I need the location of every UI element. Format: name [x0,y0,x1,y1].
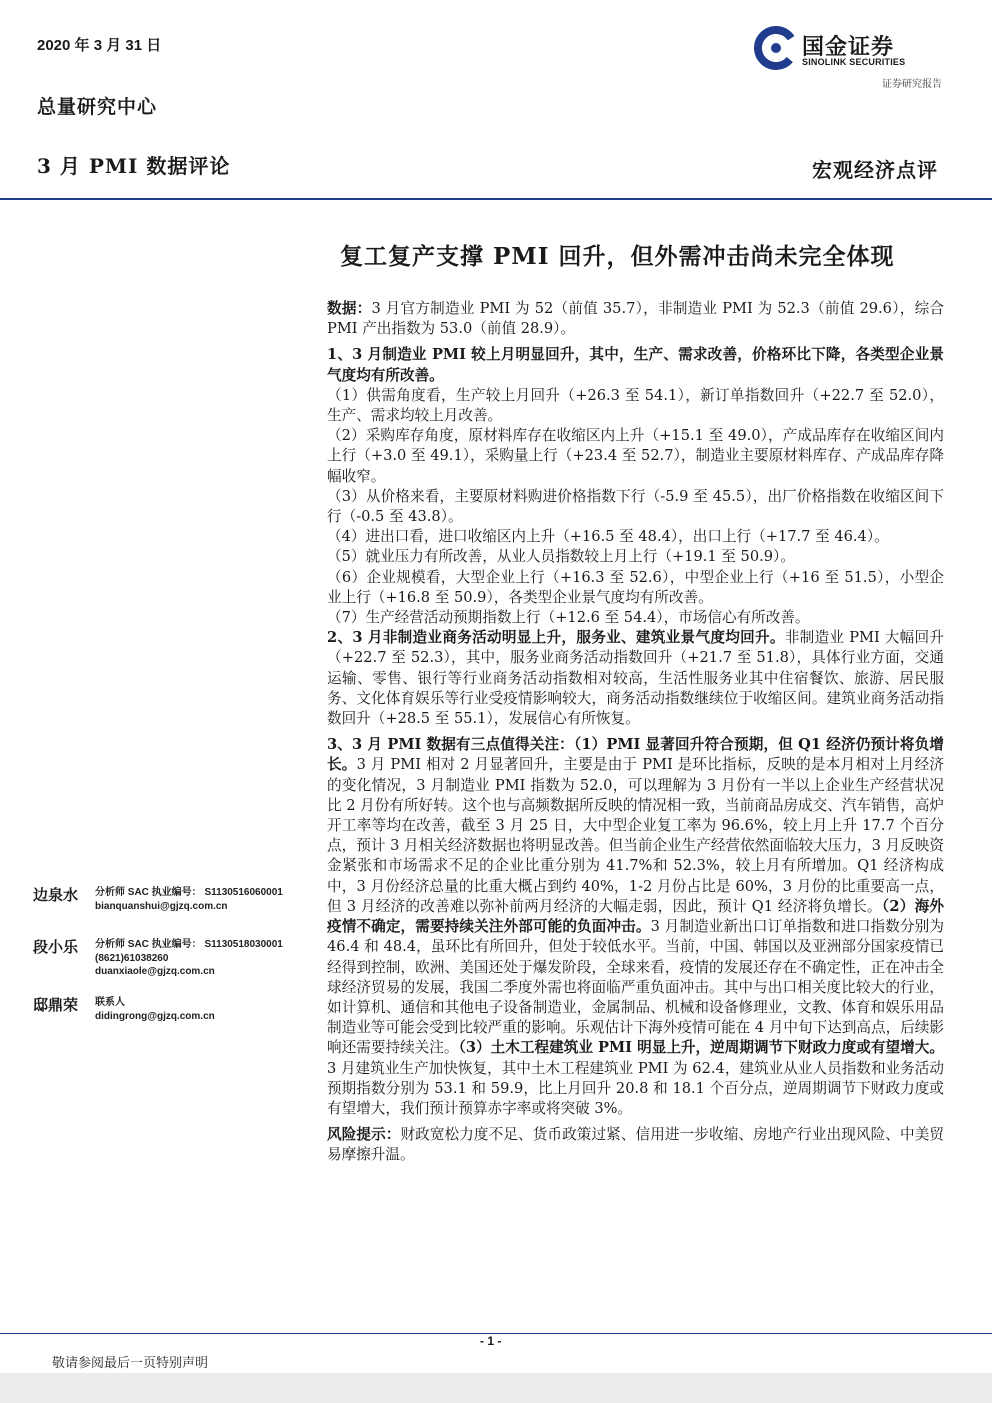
section-3-title: 3、3 月 PMI 数据有三点值得关注：（1）PMI 显著回升符合预期，但 Q1 经济仍预计将负增长。 [327,736,944,774]
section-3-text-2: 3 月制造业新出口订单指数和进口指数分别为 46.4 和 48.4，虽环比有所回升，但处于较低水平。当前，中国、韩国以及亚洲部分国家疫情已经得到控制，欧洲、美国还处于爆发阶段，全球来看，疫情的发展还存在不确定性，正在冲击全球经济贸易的发展，我国二季度外需也将面临严重负面冲击。其中与出口相关度比较大的行业，如计算机、通信和其他电子设备制造业，金属制品、机械和设备修理业，文教、体育和娱乐用品制造业等可能会受到比较严重的影响。乐观估计下海外疫情可能在 4 月中旬下达到高点，后续影响还需要持续关注。 [327,918,944,1057]
analyst-title: 分析师 SAC 执业编号： S1130518030001 [95,939,283,950]
risk-paragraph [327,1125,944,1165]
section-3-text-3: 3 月建筑业生产加快恢复，其中土木工程建筑业 PMI 为 62.4，建筑业从业人员指数和业务活动预期指数分别为 53.1 和 59.9，比上月回升 20.8 和 18.1 个百分点，逆周期调节下财政力度或有望增大，我们预计预算赤字率或将突破 3%。 [327,1059,944,1117]
section-3-point-2-title: （2）海外疫情不确定，需要持续关注外部可能的负面冲击。 [327,897,945,936]
analyst-entry [33,884,313,936]
analyst-list [33,884,313,1046]
list-item: （5）就业压力有所改善，从业人员指数较上月上行（+19.1 至 50.9）。 [327,548,795,566]
list-item: （7）生产经营活动预期指数上行（+12.6 至 54.4），市场信心有所改善。 [327,609,810,627]
report-type: 宏观经济点评 [812,158,938,182]
list-item: （1）供需角度看，生产较上月回升（+26.3 至 54.1），新订单指数回升（+22.7 至 52.0），生产、需求均较上月改善。 [327,386,944,425]
analyst-title: 联系人 [95,997,125,1008]
logo-subtitle: 证券研究报告 [882,79,942,90]
footer-bar [0,1373,992,1403]
risk-label: 风险提示： [327,1126,401,1144]
sinolink-logo-icon [754,26,798,70]
risk-text: 财政宽松力度不足、货币政策过紧、信用进一步收缩、房地产行业出现风险、中美贸易摩擦升温。 [327,1126,944,1164]
footer-disclaimer: 敬请参阅最后一页特别声明 [52,1356,209,1371]
analyst-title: 分析师 SAC 执业编号： S1130516060001 [95,887,283,898]
section-3 [327,735,944,1119]
analyst-name: 邸鼎荣 [33,996,79,1014]
list-item: （3）从价格来看，主要原材料购进价格指数下行（-5.9 至 45.5），出厂价格指数在收缩区间下行（-0.5 至 43.8）。 [327,487,944,526]
report-date: 2020 年 3 月 31 日 [37,37,162,54]
analyst-name: 边泉水 [33,886,79,904]
department-name: 总量研究中心 [37,96,158,118]
data-paragraph [327,299,944,339]
list-item: （6）企业规模看，大型企业上行（+16.3 至 52.6），中型企业上行（+16 至 51.5），小型企业上行（+16.8 至 50.9），各类型企业景气度均有所改善。 [327,568,944,606]
section-3-point-3-title: （3）土木工程建筑业 PMI 明显上升，逆周期调节下财政力度或有望增大。 [458,1039,944,1057]
logo-name-cn: 国金证券 [802,34,895,59]
list-item: （4）进出口看，进口收缩区内上升（+16.5 至 48.4），出口上行（+17.7 至 46.4）。 [327,528,889,546]
section-2 [327,628,944,729]
list-item: （2）采购库存角度，原材料库存在收缩区内上升（+15.1 至 49.0），产成品库存在收缩区间内上行（+3.0 至 49.1），采购量上行（+23.4 至 52.7），制造业主要原材料库存、产成品库存降幅收窄。 [327,427,944,485]
analyst-entry [33,994,313,1046]
analyst-email[interactable]: bianquanshui@gjzq.com.cn [95,900,228,912]
analyst-entry [33,936,313,994]
analyst-phone: (8621)61038260 [95,952,169,964]
company-logo [754,26,954,96]
report-subject: 3 月 PMI 数据评论 [37,154,231,178]
section-2-text: 非制造业 PMI 大幅回升（+22.7 至 52.3），其中，服务业商务活动指数回升（+21.7 至 51.8），具体行业方面，交通运输、零售、银行等行业商务活动指数相对较高，生活性服务业其中住宿餐饮、旅游、居民服务、文化体育娱乐等行业受疫情影响较大，商务活动指数继续位于收缩区间。建筑业商务活动指数回升（+28.5 至 55.1），发展信心有所恢复。 [327,629,944,728]
section-3-text-1: 3 月 PMI 相对 2 月显著回升，主要是由于 PMI 是环比指标，反映的是本月相对上月经济的变化情况，3 月制造业 PMI 指数为 52.0，可以理解为 3 月份有一半以上企业生产经营状况比 2 月份有所好转。这个也与高频数据所反映的情况相一致，当前商品房成交、汽车销售，高炉开工率等均在改善，截至 3 月 25 日，大中型企业复工率为 96.6%，较上月上升 17.7 个百分点，预计 3 月相关经济数据也将明显改善。但当前企业生产经营依然面临较大压力，3 月反映资金紧张和市场需求不足的企业比重分别为 41.7%和 52.3%，较上月有所增加。Q1 经济构成中，3 月份经济总量的比重大概占到约 40%，1-2 月份占比是 60%，3 月份的比重要高一点，但 3 月经济的改善难以弥补前两月经济的大幅走弱，因此，预计 Q1 经济将负增长。 [327,756,945,915]
page-number: - 1 - [480,1334,502,1348]
report-body [327,299,944,1166]
analyst-email[interactable]: didingrong@gjzq.com.cn [95,1010,215,1022]
page-title: 复工复产支撑 PMI 回升，但外需冲击尚未完全体现 [340,243,895,270]
data-text: 3 月官方制造业 PMI 为 52（前值 35.7），非制造业 PMI 为 52.3（前值 29.6），综合 PMI 产出指数为 53.0（前值 28.9）。 [327,300,944,338]
analyst-email[interactable]: duanxiaole@gjzq.com.cn [95,966,215,977]
data-label: 数据： [327,300,372,317]
section-1-title: 1、3 月制造业 PMI 较上月明显回升，其中，生产、需求改善，价格环比下降，各类型企业景气度均有所改善。 [327,346,944,384]
analyst-name: 段小乐 [33,938,79,956]
section-2-title: 2、3 月非制造业商务活动明显上升，服务业、建筑业景气度均回升。 [327,629,785,647]
logo-name-en: SINOLINK SECURITIES [802,57,906,67]
header-divider [0,198,992,200]
